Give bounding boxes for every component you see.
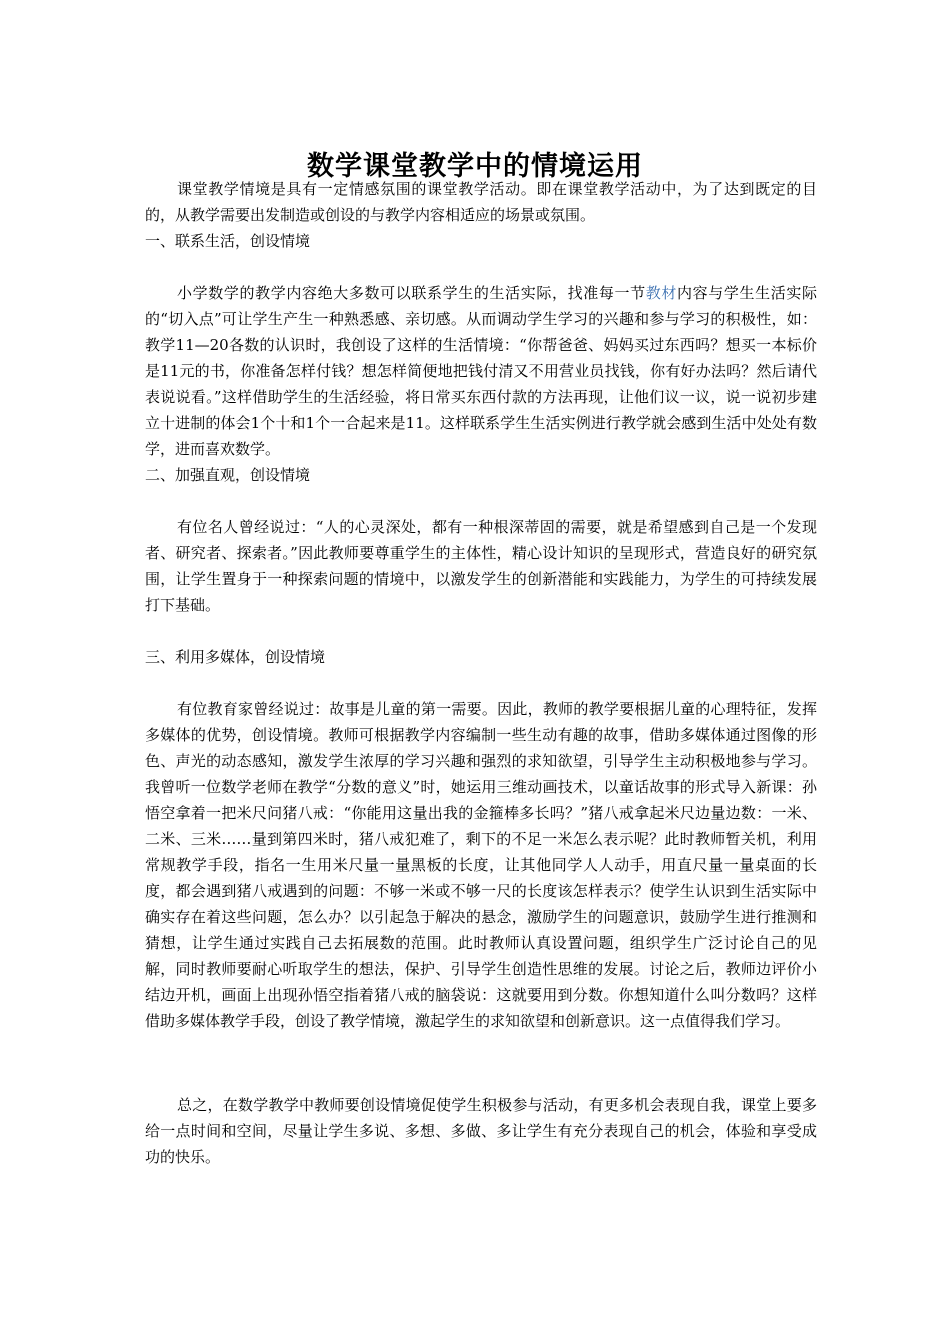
section-1-heading: 一、联系生活，创设情境	[145, 232, 311, 250]
section-3-paragraph: 有位教育家曾经说过：故事是儿童的第一需要。因此，教师的教学要根据儿童的心理特征，发挥多媒体的优势，创设情境。教师可根据教学内容编制一些生动有趣的故事，借助多媒体通过图像的形色、声光的动态感知，激发学生浓厚的学习兴趣和强烈的求知欲望，引导学生主动积极地参与学习。我曾听一位数学老师在教学“分数的意义”时，她运用三维动画技术，以童话故事的形式导入新课：孙悟空拿着一把米尺问猪八戒：“你能用这量出我的金箍棒多长吗？”猪八戒拿起米尺边量边数：一米、二米、三米……量到第四米时，猪八戒犯难了，剩下的不足一米怎么表示呢？此时教师暂关机，利用常规教学手段，指名一生用米尺量一量黑板的长度，让其他同学人人动手，用直尺量一量桌面的长度，都会遇到猪八戒遇到的问题：不够一米或不够一尺的长度该怎样表示？使学生认识到生活实际中确实存在着这些问题，怎么办？以引起急于解决的悬念，激励学生的问题意识，鼓励学生进行推测和猜想，让学生通过实践自己去拓展数的范围。此时教师认真设置问题，组织学生广泛讨论自己的见解，同时教师要耐心听取学生的想法，保护、引导学生创造性思维的发展。讨论之后，教师边评价小结边开机，画面上出现孙悟空指着猪八戒的脑袋说：这就要用到分数。你想知道什么叫分数吗？这样借助多媒体教学手段，创设了教学情境，激起学生的求知欲望和创新意识。这一点值得我们学习。	[145, 700, 817, 1030]
conclusion-paragraph: 总之，在数学教学中教师要创设情境促使学生积极参与活动，有更多机会表现自我，课堂上要多给一点时间和空间，尽量让学生多说、多想、多做、多让学生有充分表现自己的机会，体验和享受成功的快乐。	[145, 1096, 817, 1166]
section-2-heading: 二、加强直观，创设情境	[145, 466, 311, 484]
section-1-paragraph	[145, 280, 817, 462]
section-3-heading: 三、利用多媒体，创设情境	[145, 648, 326, 666]
document-title: 数学课堂教学中的情境运用	[307, 151, 643, 183]
intro-paragraph: 课堂教学情境是具有一定情感氛围的课堂教学活动。即在课堂教学活动中，为了达到既定的目的，从教学需要出发制造或创设的与教学内容相适应的场景或氛围。	[145, 180, 817, 224]
section-1-text-rest: 内容与学生生活实际的“切入点”可让学生产生一种熟悉感、亲切感。从而调动学生学习的兴趣和参与学习的积极性，如：教学11—20各数的认识时，我创设了这样的生活情境：“你帮爸爸、妈妈买过东西吗？想买一本标价是11元的书，你准备怎样付钱？想怎样简便地把钱付清又不用营业员找钱，你有好办法吗？然后请代表说说看。”这样借助学生的生活经验，将日常买东西付款的方法再现，让他们议一议，说一说初步建立十进制的体会1个十和1个一合起来是11。这样联系学生生活实例进行教学就会感到生活中处处有数学，进而喜欢数学。	[145, 284, 817, 458]
section-1-text-start: 小学数学的教学内容绝大多数可以联系学生的生活实际，找准每一节	[177, 284, 646, 302]
textbook-link[interactable]: 教材	[645, 284, 677, 302]
section-2-paragraph: 有位名人曾经说过：“人的心灵深处，都有一种根深蒂固的需要，就是希望感到自己是一个发现者、研究者、探索者。”因此教师要尊重学生的主体性，精心设计知识的呈现形式，营造良好的研究氛围，让学生置身于一种探索问题的情境中，以激发学生的创新潜能和实践能力，为学生的可持续发展打下基础。	[145, 518, 817, 614]
